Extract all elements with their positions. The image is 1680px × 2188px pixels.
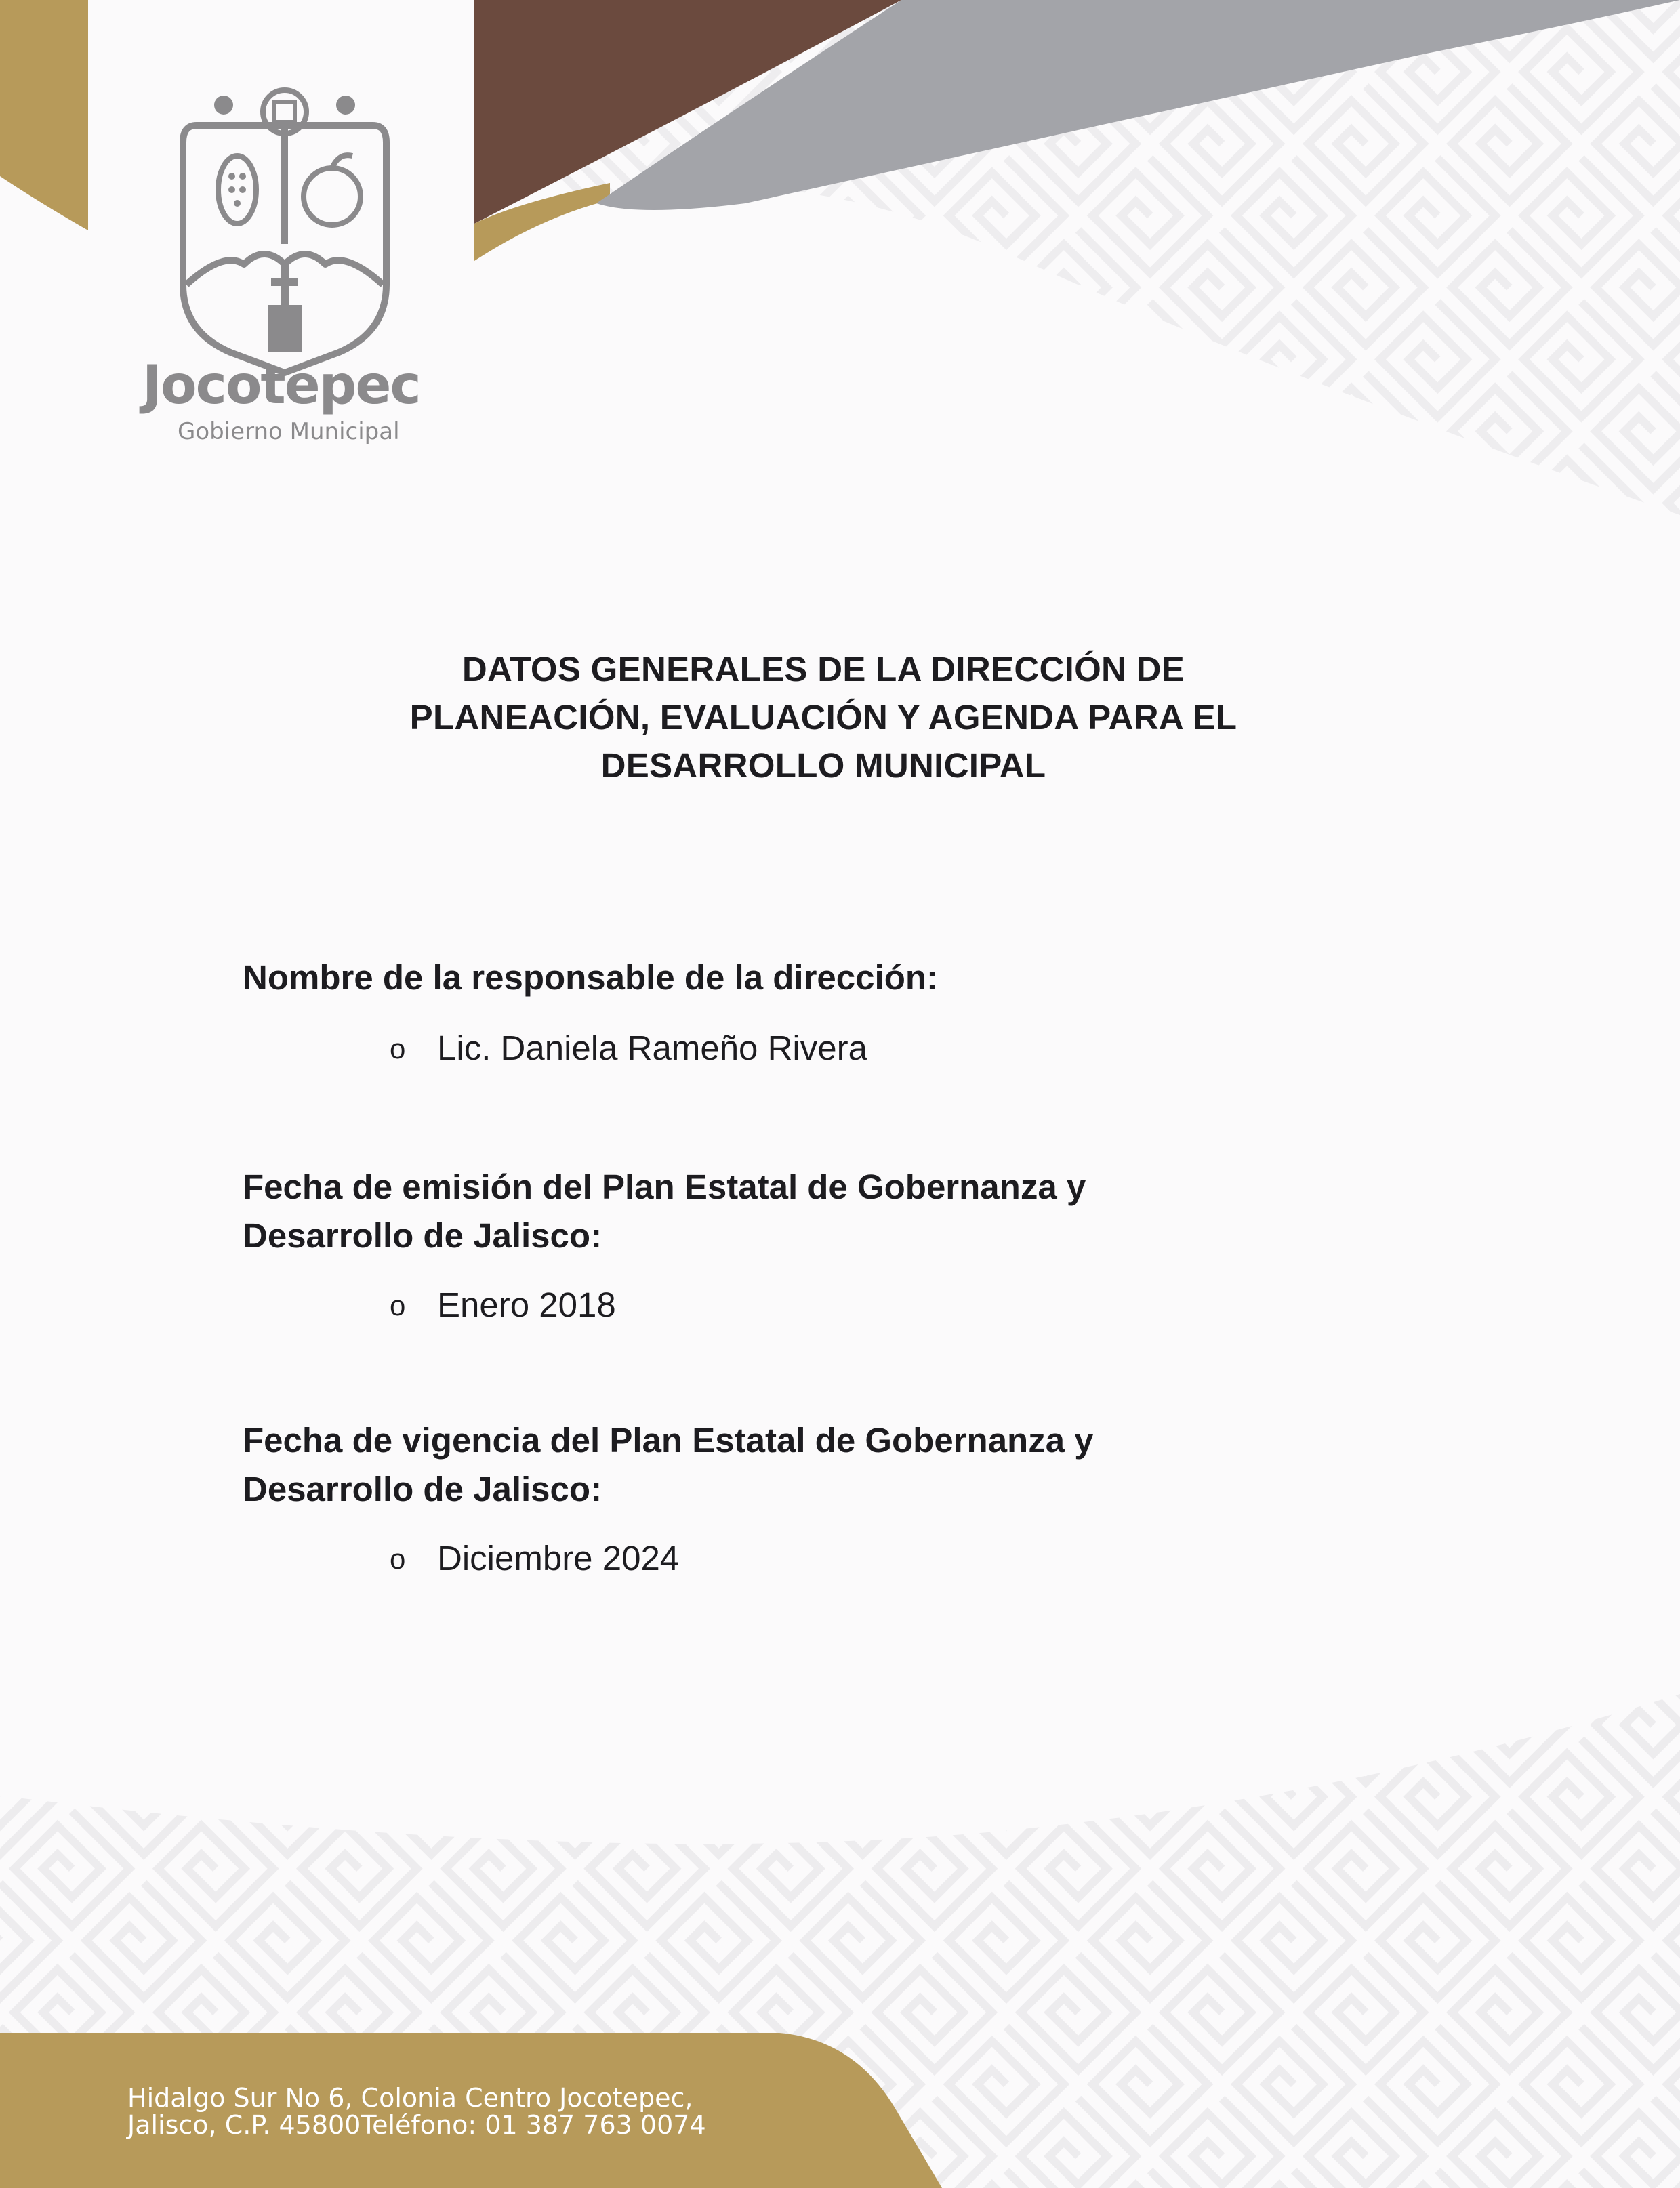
fecha-emision-value: Enero 2018 — [437, 1285, 616, 1324]
gold-band-top-left — [0, 0, 88, 230]
section-label-fecha-vigencia — [243, 1416, 1266, 1514]
title-line-2: PLANEACIÓN, EVALUACIÓN Y AGENDA PARA EL — [409, 698, 1237, 737]
title-line-3: DESARROLLO MUNICIPAL — [600, 746, 1046, 785]
logo-subtitle: Gobierno Municipal — [178, 418, 400, 445]
fecha-vigencia-value: Diciembre 2024 — [437, 1539, 680, 1577]
bullet-circle-icon: o — [390, 1543, 406, 1575]
section-value-responsable — [390, 1028, 1271, 1069]
fecha-vigencia-label-line-2: Desarrollo de Jalisco: — [243, 1470, 602, 1508]
footer-address-line-1: Hidalgo Sur No 6, Colonia Centro Jocotepec, — [127, 2083, 693, 2113]
title-line-1: DATOS GENERALES DE LA DIRECCIÓN DE — [462, 650, 1185, 688]
fecha-emision-label-line-2: Desarrollo de Jalisco: — [243, 1216, 602, 1255]
responsable-name: Lic. Daniela Rameño Rivera — [437, 1029, 867, 1067]
section-label-fecha-emision — [243, 1163, 1266, 1260]
section-value-fecha-emision — [390, 1285, 1271, 1326]
bullet-circle-icon: o — [390, 1289, 406, 1321]
footer-address — [127, 2084, 873, 2139]
fecha-vigencia-label-line-1: Fecha de vigencia del Plan Estatal de Gobernanza y — [243, 1421, 1094, 1460]
document-title — [203, 645, 1443, 789]
fecha-emision-label-line-1: Fecha de emisión del Plan Estatal de Gobernanza y — [243, 1168, 1086, 1206]
footer-address-line-2: Jalisco, C.P. 45800Teléfono: 01 387 763 0074 — [127, 2110, 706, 2140]
bullet-circle-icon: o — [390, 1033, 406, 1065]
section-label-responsable: Nombre de la responsable de la dirección: — [243, 958, 938, 997]
section-value-fecha-vigencia — [390, 1538, 1271, 1580]
logo-wordmark: Jocotepec — [142, 355, 420, 416]
